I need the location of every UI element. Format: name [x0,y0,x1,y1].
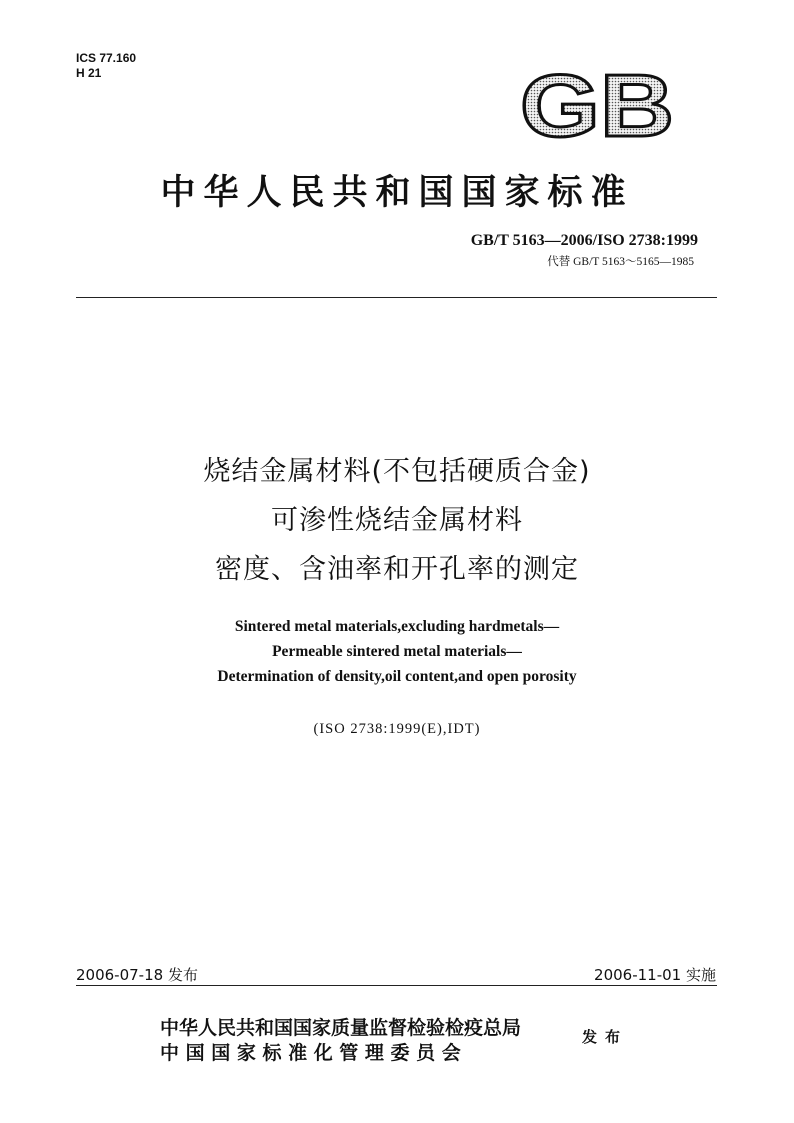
title-en-line-1: Sintered metal materials,excluding hardmetals— [234,618,560,635]
iso-reference: (ISO 2738:1999(E),IDT) [313,721,481,737]
standard-number: GB/T 5163—2006/ISO 2738:1999 [470,232,698,249]
gb-logo [518,62,678,142]
title-cn-line-2: 可渗性烧结金属材料 [271,505,523,536]
title-cn-line-3: 密度、含油率和开孔率的测定 [215,554,579,585]
title-cn-line-1: 烧结金属材料(不包括硬质合金) [203,456,591,487]
issuer-aqsiq: 中华人民共和国国家质量监督检验检疫总局 [160,1017,522,1039]
classification-codes [76,51,136,81]
title-en-line-2: Permeable sintered metal materials— [272,643,522,660]
replaces-note: 代替 GB/T 5163～5165—1985 [547,256,694,268]
ccs-code: H 21 [76,66,102,80]
ics-code: ICS 77.160 [76,51,137,65]
issue-date: 2006-07-18 发布 [76,966,198,984]
publish-label: 发布 [582,1028,629,1046]
gb-logo-text: GB [520,62,674,142]
title-en-line-3: Determination of density,oil content,and open porosity [217,668,577,685]
national-standard-title: 中华人民共和国国家标准 [160,172,634,213]
effective-date: 2006-11-01 实施 [594,966,716,984]
footer-divider [76,985,717,986]
header-divider [76,297,717,298]
issuer-sac: 中 国 国 家 标 准 化 管 理 委 员 会 [160,1042,461,1064]
